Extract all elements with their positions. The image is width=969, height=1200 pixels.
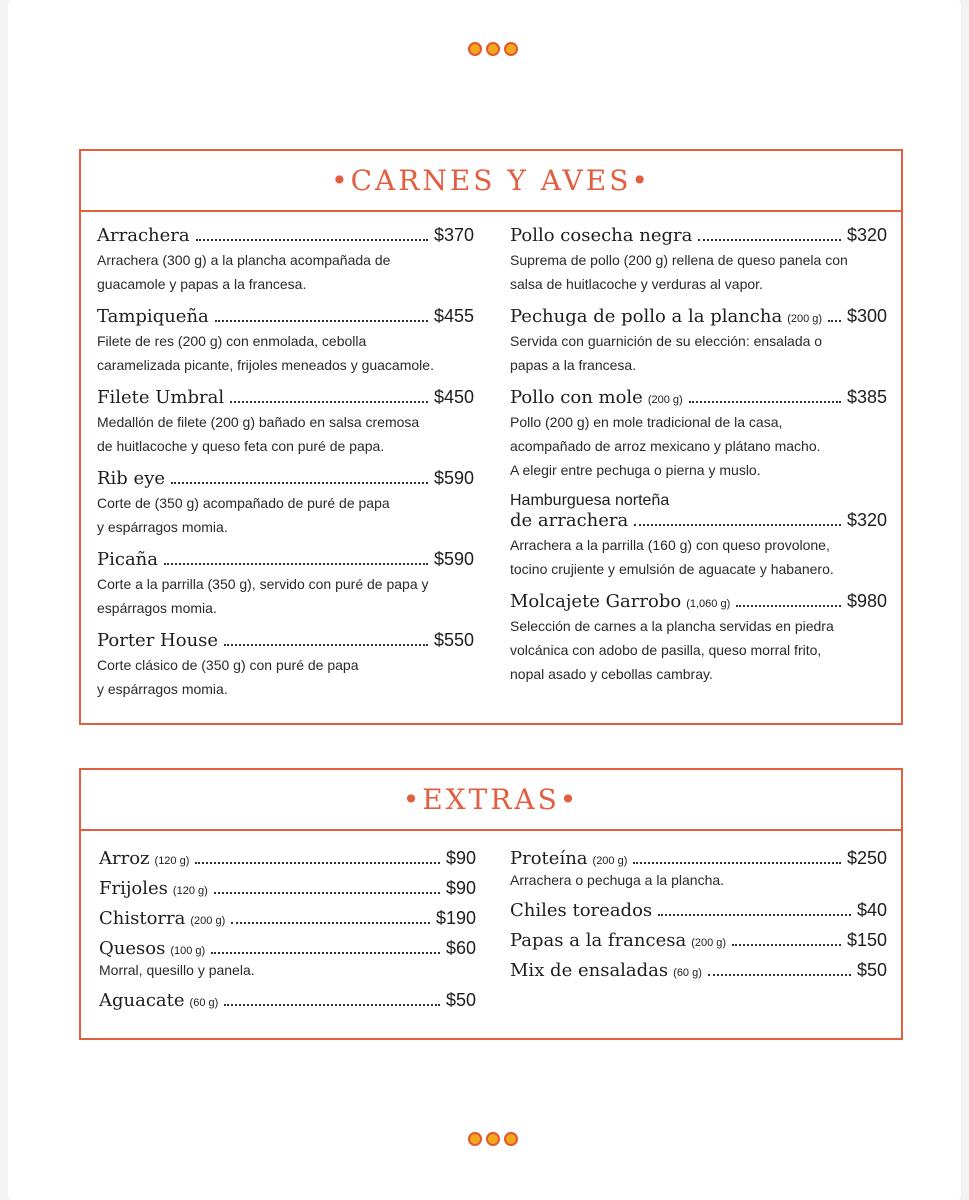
dot-leader — [633, 862, 841, 864]
carnes-right-column — [510, 225, 887, 696]
description-line: caramelizada picante, frijoles meneados y guacamole. — [97, 357, 434, 373]
menu-item — [510, 387, 887, 482]
menu-item — [99, 878, 476, 899]
dot-leader — [732, 944, 841, 946]
description-line: volcánica con adobo de pasilla, queso morral frito, — [510, 642, 822, 658]
item-name: Mix de ensaladas — [510, 960, 669, 981]
description-line: espárragos momia. — [97, 600, 217, 616]
item-description — [97, 653, 474, 701]
item-price: $550 — [433, 630, 474, 650]
item-price: $370 — [433, 225, 474, 245]
item-weight: (200 g) — [592, 855, 628, 867]
item-weight: (200 g) — [787, 313, 823, 325]
extras-left-column — [99, 848, 476, 1020]
item-header — [510, 930, 887, 951]
item-header — [99, 938, 476, 959]
menu-item — [97, 387, 474, 458]
dot-leader — [230, 401, 428, 403]
dot-leader — [195, 862, 440, 864]
extras-section — [79, 768, 903, 1040]
menu-item — [97, 468, 474, 539]
flower-ornament-icon — [470, 1132, 516, 1146]
description-line: Morral, quesillo y panela. — [99, 962, 255, 978]
item-header — [97, 468, 474, 489]
dot-leader — [215, 320, 428, 322]
item-header — [97, 225, 474, 246]
item-name: Frijoles — [99, 878, 168, 899]
item-header — [99, 990, 476, 1011]
dot-leader — [196, 239, 428, 241]
item-name: Tampiqueña — [97, 306, 209, 327]
menu-item — [99, 938, 476, 981]
item-header — [99, 878, 476, 899]
item-name: Pollo con mole — [510, 387, 643, 408]
section-title: •EXTRAS• — [81, 770, 901, 831]
description-line: Selección de carnes a la plancha servidas en piedra — [510, 618, 834, 634]
item-header — [510, 848, 887, 869]
item-price: $250 — [846, 848, 887, 868]
description-line: tocino crujiente y emulsión de aguacate y habanero. — [510, 561, 834, 577]
description-line: Pollo (200 g) en mole tradicional de la casa, — [510, 414, 783, 430]
item-name: Aguacate — [99, 990, 185, 1011]
item-weight: (200 g) — [691, 937, 727, 949]
description-line: Arrachera (300 g) a la plancha acompañada de — [97, 252, 391, 268]
item-header — [97, 630, 474, 651]
item-price: $190 — [435, 908, 476, 928]
extras-right-column — [510, 848, 887, 990]
description-line: papas a la francesa. — [510, 357, 637, 373]
menu-item — [510, 960, 887, 981]
item-description — [510, 329, 887, 377]
item-description — [97, 410, 474, 458]
description-line: y espárragos momia. — [97, 519, 228, 535]
item-price: $90 — [445, 848, 476, 868]
item-name: Papas a la francesa — [510, 930, 687, 951]
description-line: Corte clásico de (350 g) con puré de papa — [97, 657, 359, 673]
item-description — [510, 614, 887, 686]
item-header — [99, 908, 476, 929]
item-weight: (1,060 g) — [686, 598, 731, 610]
item-price: $980 — [846, 591, 887, 611]
item-price: $320 — [846, 225, 887, 245]
menu-item — [97, 306, 474, 377]
item-name-line: Hamburguesa norteña — [510, 492, 670, 509]
item-header — [97, 549, 474, 570]
dot-leader — [828, 320, 841, 322]
dot-leader — [171, 482, 428, 484]
description-line: A elegir entre pechuga o pierna y muslo. — [510, 462, 761, 478]
dot-leader — [214, 892, 440, 894]
item-description — [97, 248, 474, 296]
dot-leader — [211, 952, 440, 954]
dot-leader — [689, 401, 841, 403]
description-line: Arrachera o pechuga a la plancha. — [510, 872, 725, 888]
item-price: $320 — [846, 510, 887, 530]
description-line: Suprema de pollo (200 g) rellena de queso panela con — [510, 252, 848, 268]
item-weight: (120 g) — [172, 885, 208, 897]
item-header — [510, 306, 887, 327]
item-header — [99, 848, 476, 869]
carnes-left-column — [97, 225, 474, 711]
dot-leader — [708, 974, 851, 976]
item-name: Pechuga de pollo a la plancha — [510, 306, 783, 327]
dot-leader — [634, 524, 841, 526]
item-name: Picaña — [97, 549, 159, 570]
item-header — [510, 387, 887, 408]
item-name: Filete Umbral — [97, 387, 225, 408]
item-price: $450 — [433, 387, 474, 407]
item-price: $150 — [846, 930, 887, 950]
item-header — [97, 306, 474, 327]
item-price: $50 — [445, 990, 476, 1010]
item-weight: (60 g) — [673, 967, 702, 979]
item-price: $90 — [445, 878, 476, 898]
description-line: Servida con guarnición de su elección: ensalada o — [510, 333, 823, 349]
item-description — [97, 329, 474, 377]
description-line: Filete de res (200 g) con enmolada, cebolla — [97, 333, 367, 349]
item-weight: (120 g) — [154, 855, 190, 867]
description-line: acompañado de arroz mexicano y plátano macho. — [510, 438, 821, 454]
item-price: $40 — [856, 900, 887, 920]
description-line: Medallón de filete (200 g) bañado en salsa cremosa — [97, 414, 420, 430]
item-header — [97, 387, 474, 408]
section-title: •CARNES Y AVES• — [81, 151, 901, 212]
description-line: guacamole y papas a la francesa. — [97, 276, 307, 292]
dot-leader — [224, 1004, 440, 1006]
item-description — [97, 491, 474, 539]
menu-item — [510, 591, 887, 686]
item-price: $590 — [433, 468, 474, 488]
description-line: nopal asado y cebollas cambray. — [510, 666, 713, 682]
item-name: de arrachera — [510, 510, 629, 531]
item-name: Arrachera — [97, 225, 190, 246]
item-price: $300 — [846, 306, 887, 326]
item-name: Porter House — [97, 630, 219, 651]
item-price: $590 — [433, 549, 474, 569]
item-price: $60 — [445, 938, 476, 958]
item-weight: (200 g) — [647, 394, 683, 406]
menu-item — [510, 930, 887, 951]
menu-item — [97, 630, 474, 701]
item-name: Quesos — [99, 938, 166, 959]
dot-leader — [736, 605, 841, 607]
item-name: Proteína — [510, 848, 588, 869]
item-header — [510, 510, 887, 531]
item-weight: (60 g) — [189, 997, 219, 1009]
item-name: Chistorra — [99, 908, 186, 929]
dot-leader — [231, 922, 430, 924]
description-line: de huitlacoche y queso feta con puré de papa. — [97, 438, 385, 454]
item-name: Arroz — [99, 848, 150, 869]
item-price: $455 — [433, 306, 474, 326]
item-weight: (200 g) — [190, 915, 226, 927]
item-header — [510, 225, 887, 246]
dot-leader — [164, 563, 428, 565]
item-name: Molcajete Garrobo — [510, 591, 682, 612]
item-description — [510, 869, 887, 891]
item-description — [97, 572, 474, 620]
menu-item — [97, 549, 474, 620]
menu-item — [99, 848, 476, 869]
item-name: Pollo cosecha negra — [510, 225, 693, 246]
menu-item — [510, 492, 887, 581]
item-price: $50 — [856, 960, 887, 980]
dot-leader — [224, 644, 428, 646]
flower-ornament-icon — [470, 42, 516, 56]
item-description — [99, 959, 476, 981]
menu-item — [97, 225, 474, 296]
menu-item — [99, 990, 476, 1011]
dot-leader — [698, 239, 841, 241]
item-name: Chiles toreados — [510, 900, 653, 921]
description-line: Corte de (350 g) acompañado de puré de papa — [97, 495, 390, 511]
description-line: Corte a la parrilla (350 g), servido con puré de papa y — [97, 576, 429, 592]
item-name: Rib eye — [97, 468, 166, 489]
description-line: salsa de huitlacoche y verduras al vapor. — [510, 276, 763, 292]
item-price: $385 — [846, 387, 887, 407]
description-line: y espárragos momia. — [97, 681, 228, 697]
menu-item — [510, 848, 887, 891]
menu-item — [99, 908, 476, 929]
item-weight: (100 g) — [170, 945, 206, 957]
item-header — [510, 591, 887, 612]
carnes-y-aves-section — [79, 149, 903, 725]
menu-item — [510, 306, 887, 377]
item-description — [510, 533, 887, 581]
item-header — [510, 960, 887, 981]
item-description — [510, 248, 887, 296]
menu-page — [8, 0, 961, 1200]
menu-item — [510, 225, 887, 296]
item-description — [510, 410, 887, 482]
item-header — [510, 900, 887, 921]
menu-item — [510, 900, 887, 921]
dot-leader — [658, 914, 851, 916]
description-line: Arrachera a la parrilla (160 g) con queso provolone, — [510, 537, 830, 553]
